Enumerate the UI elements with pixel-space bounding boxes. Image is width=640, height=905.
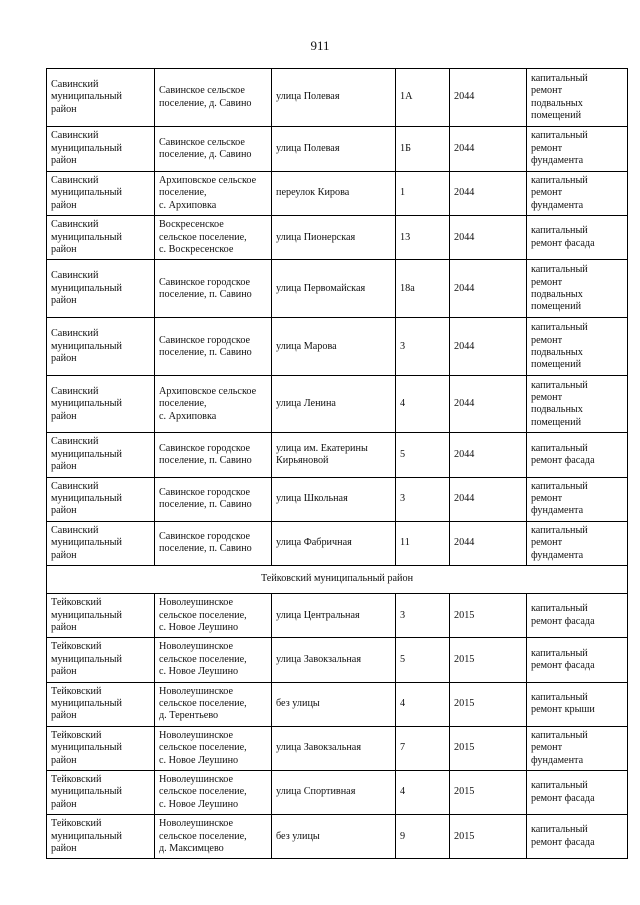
street-cell: без улицы [272,682,396,726]
work-type-cell [527,433,628,477]
settlement-cell [155,521,272,565]
district-cell-line: Савинский [51,385,99,397]
street-cell: улица Фабричная [272,521,396,565]
house-number-cell: 4 [396,376,450,433]
year-cell: 2044 [450,216,527,260]
table-row [47,594,628,638]
street-cell: улица Завокзальная [272,726,396,770]
district-cell [47,216,155,260]
work-type-cell-line: капитальный [531,824,588,836]
work-type-cell-line: капитальный [531,379,588,391]
work-type-cell [527,318,628,376]
district-cell [47,376,155,433]
street-cell: улица Центральная [272,594,396,638]
settlement-cell-line: поселение, п. Савино [159,288,252,300]
year-cell: 2044 [450,260,527,318]
settlement-cell [155,726,272,770]
district-cell-line: район [51,103,77,115]
work-type-cell [527,815,628,859]
work-type-cell-line: ремонт [531,493,563,505]
work-type-cell-line: ремонт фасада [531,237,595,249]
district-cell-line: Савинский [51,270,99,282]
settlement-cell-line: поселение, п. Савино [159,543,252,555]
settlement-cell [155,260,272,318]
settlement-cell-line: Новолеушинское [159,729,234,741]
work-type-cell-line: капитальный [531,691,588,703]
work-type-cell [527,594,628,638]
district-cell-line: район [51,505,77,517]
settlement-cell-line: Савинское сельское [159,85,245,97]
house-number-cell: 11 [396,521,450,565]
work-type-cell-line: ремонт фасада [531,836,595,848]
district-cell-line: Тейковский [51,773,102,785]
district-cell [47,770,155,814]
table-row [47,216,628,260]
settlement-cell-line: с. Новое Леушино [159,798,239,810]
section-row [47,566,628,594]
district-cell-line: район [51,244,77,256]
work-type-cell-line: ремонт [531,537,563,549]
district-cell [47,638,155,682]
work-type-cell-line: подвальных [531,404,583,416]
street-cell: улица Пионерская [272,216,396,260]
table-row [47,521,628,565]
work-type-cell [527,376,628,433]
work-type-cell-line: фундамента [531,754,584,766]
settlement-cell-line: с. Новое Леушино [159,666,239,678]
house-number-cell: 1А [396,69,450,127]
settlement-cell-line: Савинское городское [159,276,251,288]
district-cell-line: муниципальный [51,91,122,103]
district-cell-line: муниципальный [51,398,122,410]
district-cell-line: муниципальный [51,231,122,243]
work-type-cell-line: ремонт крыши [531,704,595,716]
house-number-cell: 13 [396,216,450,260]
settlement-cell-line: Савинское сельское [159,136,245,148]
settlement-cell-line: с. Новое Леушино [159,621,239,633]
work-type-cell [527,682,628,726]
house-number-cell: 9 [396,815,450,859]
district-cell [47,477,155,521]
work-type-cell [527,477,628,521]
district-cell-line: район [51,754,77,766]
district-cell-line: муниципальный [51,187,122,199]
house-number-cell: 3 [396,477,450,521]
district-cell-line: район [51,798,77,810]
work-type-cell-line: ремонт [531,142,563,154]
district-cell-line: муниципальный [51,142,122,154]
district-cell-line: Тейковский [51,685,102,697]
district-cell-line: муниципальный [51,742,122,754]
year-cell: 2015 [450,594,527,638]
table-row [47,376,628,433]
work-type-cell-line: ремонт [531,742,563,754]
table-body [47,69,628,859]
year-cell: 2015 [450,682,527,726]
street-cell: улица Полевая [272,127,396,172]
work-type-cell [527,770,628,814]
table-row [47,770,628,814]
work-type-cell-line: капитальный [531,175,588,186]
settlement-cell [155,638,272,682]
work-type-cell-line: ремонт фасада [531,455,595,467]
district-cell-line: муниципальный [51,493,122,505]
work-type-cell-line: ремонт [531,85,563,97]
work-type-cell [527,69,628,127]
settlement-cell [155,815,272,859]
housing-repair-table [46,68,628,859]
work-type-cell-line: капитальный [531,225,588,237]
settlement-cell-line: с. Архиповка [159,410,217,422]
house-number-cell: 5 [396,638,450,682]
house-number-cell: 1Б [396,127,450,172]
district-cell-line: район [51,549,77,561]
settlement-cell-line: поселение, п. Савино [159,455,252,467]
district-cell-line: район [51,199,77,211]
work-type-cell-line: подвальных [531,346,583,358]
work-type-cell-line: помещений [531,109,582,121]
year-cell: 2044 [450,433,527,477]
settlement-cell-line: поселение, п. Савино [159,499,252,511]
work-type-cell-line: ремонт [531,276,563,288]
street-cell: улица Полевая [272,69,396,127]
district-cell [47,594,155,638]
table-row [47,172,628,216]
district-cell-line: район [51,295,77,307]
settlement-cell-line: Новолеушинское [159,685,234,697]
district-cell-line: муниципальный [51,340,122,352]
work-type-cell-line: капитальный [531,729,588,741]
work-type-cell-line: капитальный [531,442,588,454]
settlement-cell-line: Архиповское сельское [159,175,257,186]
settlement-cell-line: Архиповское сельское [159,385,257,397]
settlement-cell-line: с. Воскресенское [159,244,234,256]
district-cell-line: муниципальный [51,830,122,842]
settlement-cell [155,69,272,127]
year-cell: 2015 [450,815,527,859]
work-type-cell-line: капитальный [531,264,588,276]
settlement-cell [155,376,272,433]
settlement-cell-line: с. Архиповка [159,199,217,211]
work-type-cell-line: подвальных [531,97,583,109]
settlement-cell-line: сельское поселение, [159,609,247,621]
settlement-cell [155,216,272,260]
house-number-cell: 4 [396,682,450,726]
work-type-cell [527,172,628,216]
table-row [47,433,628,477]
district-cell-line: муниципальный [51,697,122,709]
district-cell-line: район [51,155,77,167]
house-number-cell: 3 [396,594,450,638]
table-row [47,638,628,682]
table-row [47,318,628,376]
district-cell-line: Тейковский [51,641,102,653]
work-type-cell [527,638,628,682]
house-number-cell: 1 [396,172,450,216]
district-cell-line: Савинский [51,328,99,340]
district-cell-line: район [51,410,77,422]
house-number-cell: 7 [396,726,450,770]
settlement-cell [155,172,272,216]
work-type-cell [527,216,628,260]
table-row [47,726,628,770]
district-cell [47,726,155,770]
settlement-cell-line: Воскресенское [159,219,224,231]
settlement-cell-line: поселение, [159,187,207,199]
district-cell-line: муниципальный [51,282,122,294]
district-cell-line: Савинский [51,78,99,90]
settlement-cell [155,682,272,726]
district-cell-line: Тейковский [51,818,102,830]
work-type-cell-line: помещений [531,301,582,313]
district-cell-line: район [51,666,77,678]
district-cell-line: муниципальный [51,786,122,798]
year-cell: 2044 [450,318,527,376]
district-cell-line: Савинский [51,130,99,142]
settlement-cell-line: Новолеушинское [159,773,234,785]
house-number-cell: 18а [396,260,450,318]
year-cell: 2015 [450,770,527,814]
settlement-cell-line: сельское поселение, [159,697,247,709]
year-cell: 2044 [450,521,527,565]
district-cell-line: Савинский [51,219,99,231]
district-cell-line: Савинский [51,175,99,186]
work-type-cell-line: капитальный [531,322,588,334]
settlement-cell-line: поселение, д. Савино [159,97,252,109]
house-number-cell: 4 [396,770,450,814]
table-row [47,682,628,726]
street-cell: улица им. Екатерины Кирьяновой [272,433,396,477]
work-type-cell-line: капитальный [531,480,588,492]
settlement-cell-line: Савинское городское [159,334,251,346]
district-cell [47,815,155,859]
district-cell-line: Савинский [51,436,99,448]
settlement-cell-line: Савинское городское [159,486,251,498]
work-type-cell [527,260,628,318]
district-cell [47,69,155,127]
work-type-cell-line: фундамента [531,155,584,167]
work-type-cell-line: фундамента [531,505,584,517]
settlement-cell-line: д. Терентьево [159,710,219,722]
work-type-cell-line: ремонт [531,392,563,404]
district-cell-line: район [51,621,77,633]
table-row [47,260,628,318]
work-type-cell-line: капитальный [531,130,588,142]
year-cell: 2044 [450,477,527,521]
street-cell: улица Завокзальная [272,638,396,682]
district-cell-line: муниципальный [51,609,122,621]
work-type-cell-line: капитальный [531,72,588,84]
house-number-cell: 5 [396,433,450,477]
table-row [47,69,628,127]
street-cell: улица Спортивная [272,770,396,814]
settlement-cell-line: сельское поселение, [159,786,247,798]
work-type-cell-line: фундамента [531,549,584,561]
settlement-cell-line: д. Максимцево [159,843,224,854]
settlement-cell-line: поселение, [159,398,207,410]
district-cell [47,433,155,477]
street-cell: улица Ленина [272,376,396,433]
district-cell-line: район [51,843,77,854]
settlement-cell [155,594,272,638]
work-type-cell-line: ремонт [531,187,563,199]
year-cell: 2044 [450,69,527,127]
settlement-cell [155,318,272,376]
settlement-cell-line: Савинское городское [159,531,251,543]
settlement-cell-line: поселение, п. Савино [159,346,252,358]
work-type-cell [527,726,628,770]
work-type-cell-line: ремонт фасада [531,659,595,671]
district-cell [47,682,155,726]
work-type-cell-line: помещений [531,416,582,428]
district-cell [47,127,155,172]
work-type-cell-line: капитальный [531,780,588,792]
settlement-cell-line: Савинское городское [159,442,251,454]
settlement-cell [155,477,272,521]
year-cell: 2015 [450,638,527,682]
settlement-cell-line: сельское поселение, [159,653,247,665]
district-cell-line: район [51,461,77,473]
settlement-cell-line: Новолеушинское [159,597,234,609]
settlement-cell-line: сельское поселение, [159,231,247,243]
district-cell [47,521,155,565]
work-type-cell-line: ремонт [531,334,563,346]
street-cell: улица Первомайская [272,260,396,318]
work-type-cell-line: ремонт фасада [531,615,595,627]
year-cell: 2015 [450,726,527,770]
district-cell-line: Тейковский [51,597,102,609]
settlement-cell [155,433,272,477]
street-cell: без улицы [272,815,396,859]
year-cell: 2044 [450,376,527,433]
work-type-cell-line: подвальных [531,288,583,300]
settlement-cell-line: Новолеушинское [159,641,234,653]
year-cell: 2044 [450,172,527,216]
work-type-cell [527,127,628,172]
table-row [47,477,628,521]
table-row [47,815,628,859]
district-cell-line: Савинский [51,524,99,536]
street-cell: улица Марова [272,318,396,376]
settlement-cell-line: поселение, д. Савино [159,149,252,160]
settlement-cell-line: сельское поселение, [159,830,247,842]
year-cell: 2044 [450,127,527,172]
work-type-cell-line: капитальный [531,603,588,615]
work-type-cell-line: капитальный [531,524,588,536]
settlement-cell-line: с. Новое Леушино [159,754,239,766]
district-cell [47,172,155,216]
work-type-cell-line: помещений [531,359,582,371]
street-cell: улица Школьная [272,477,396,521]
work-type-cell-line: капитальный [531,647,588,659]
table-row [47,127,628,172]
district-cell-line: муниципальный [51,653,122,665]
settlement-cell-line: Новолеушинское [159,818,234,830]
settlement-cell-line: сельское поселение, [159,742,247,754]
settlement-cell [155,770,272,814]
district-cell-line: Тейковский [51,729,102,741]
district-cell-line: район [51,353,77,365]
district-cell-line: район [51,710,77,722]
work-type-cell-line: ремонт фасада [531,792,595,804]
work-type-cell [527,521,628,565]
work-type-cell-line: фундамента [531,199,584,211]
district-cell-line: Савинский [51,480,99,492]
district-cell [47,318,155,376]
house-number-cell: 3 [396,318,450,376]
section-title: Тейковский муниципальный район [47,566,628,594]
district-cell-line: муниципальный [51,448,122,460]
page-number: 911 [310,38,330,53]
district-cell [47,260,155,318]
street-cell: переулок Кирова [272,172,396,216]
district-cell-line: муниципальный [51,537,122,549]
settlement-cell [155,127,272,172]
